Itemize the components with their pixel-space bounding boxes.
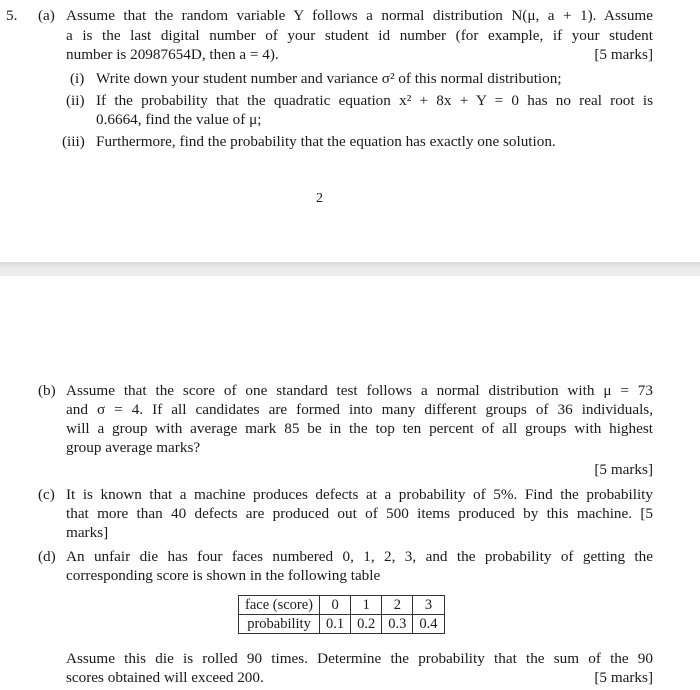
table-cell-face: 2 (382, 596, 413, 615)
part-c-line2: that more than 40 defects are produced out of 500 items produced by this machine. [5 (66, 505, 653, 522)
part-a-line1: Assume that the random variable Y follows a normal distribution N(μ, a + 1). Assume (66, 7, 653, 24)
table-cell-probability: 0.2 (351, 615, 382, 634)
probability-table (238, 595, 445, 634)
table-cell-probability: 0.3 (382, 615, 413, 634)
table-header-face: face (score) (239, 596, 320, 615)
part-b-line3: will a group with average mark 85 be in the top ten percent of all groups with highest (66, 420, 653, 437)
table-cell-face: 3 (413, 596, 444, 615)
part-a-line2: a is the last digital number of your student id number (for example, if your student (66, 27, 653, 44)
part-a-iii-label: (iii) (62, 133, 85, 150)
part-c-label: (c) (38, 486, 55, 503)
table-row-probabilities (239, 615, 445, 634)
part-c-line1: It is known that a machine produces defects at a probability of 5%. Find the probability (66, 486, 653, 503)
table-row-faces (239, 596, 445, 615)
page-separator (0, 262, 700, 276)
part-a-ii-line1: If the probability that the quadratic equation x² + 8x + Y = 0 has no real root is (96, 92, 653, 109)
table-cell-probability: 0.1 (320, 615, 351, 634)
part-b-line1: Assume that the score of one standard test follows a normal distribution with μ = 73 (66, 382, 653, 399)
part-d-line2: corresponding score is shown in the following table (66, 567, 381, 584)
page-number: 2 (316, 191, 323, 206)
part-a-iii-text: Furthermore, find the probability that the equation has exactly one solution. (96, 133, 556, 150)
part-b-label: (b) (38, 382, 56, 399)
part-b-line4: group average marks? (66, 439, 201, 456)
part-a-i-label: (i) (70, 70, 85, 87)
part-a-ii-line2: 0.6664, find the value of μ; (96, 111, 262, 128)
part-a-marks: [5 marks] (594, 46, 653, 63)
part-d-line3: Assume this die is rolled 90 times. Determine the probability that the sum of the 90 (66, 650, 653, 667)
part-d-line4: scores obtained will exceed 200. (66, 669, 264, 686)
part-a-ii-label: (ii) (66, 92, 85, 109)
part-d-marks: [5 marks] (594, 669, 653, 686)
part-d-label: (d) (38, 548, 56, 565)
table-cell-face: 0 (320, 596, 351, 615)
part-a-label: (a) (38, 7, 55, 24)
part-b-marks: [5 marks] (594, 461, 653, 478)
question-number: 5. (6, 7, 18, 24)
part-a-i-text: Write down your student number and variance σ² of this normal distribution; (96, 70, 562, 87)
table-cell-face: 1 (351, 596, 382, 615)
part-a-line3: number is 20987654D, then a = 4). (66, 46, 279, 63)
part-b-line2: and σ = 4. If all candidates are formed into many different groups of 36 individuals, (66, 401, 653, 418)
table-header-probability: probability (239, 615, 320, 634)
part-d-line1: An unfair die has four faces numbered 0, 1, 2, 3, and the probability of getting the (66, 548, 653, 565)
part-c-line3: marks] (66, 524, 109, 541)
table-cell-probability: 0.4 (413, 615, 444, 634)
